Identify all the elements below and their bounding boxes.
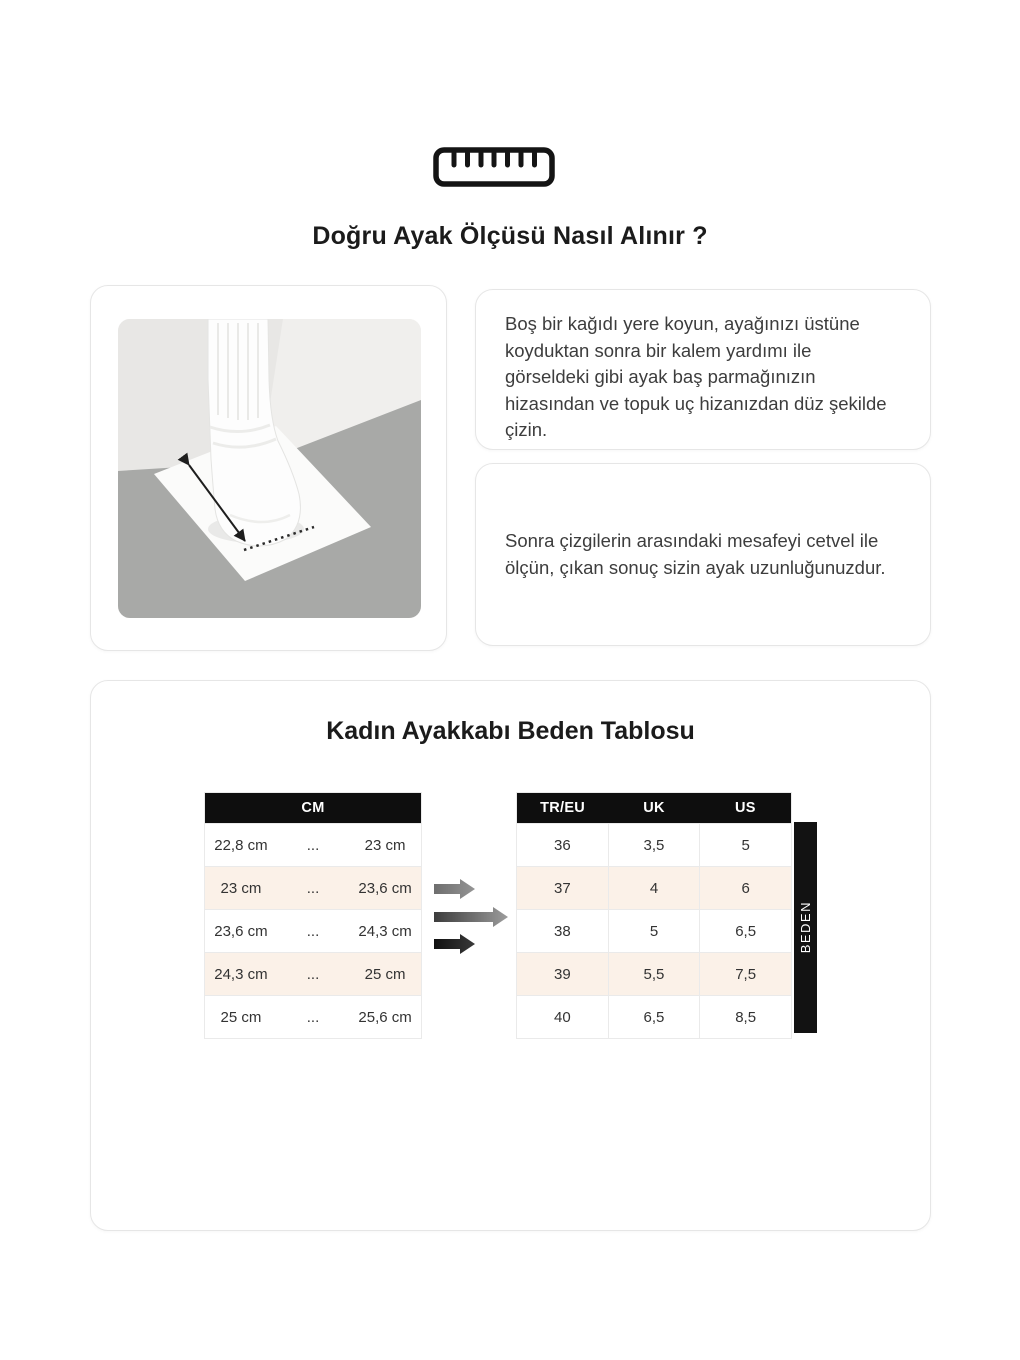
cm-table-row <box>205 953 422 996</box>
ruler-icon <box>433 146 555 188</box>
size-table-title: Kadın Ayakkabı Beden Tablosu <box>326 717 695 745</box>
size-table-card <box>90 680 931 1231</box>
cm-to: 23 cm <box>349 824 421 867</box>
cm-to: 25 cm <box>349 953 421 996</box>
conversion-table-header-row <box>517 793 792 824</box>
cm-separator: ... <box>277 953 349 996</box>
size-uk: 5,5 <box>608 953 700 996</box>
cm-separator: ... <box>277 996 349 1039</box>
cm-separator: ... <box>277 824 349 867</box>
instruction-card-1 <box>475 289 931 450</box>
conversion-table-row <box>517 867 792 910</box>
cm-separator: ... <box>277 867 349 910</box>
cm-from: 22,8 cm <box>205 824 277 867</box>
size-us: 6 <box>700 867 792 910</box>
cm-table-row <box>205 824 422 867</box>
cm-from: 25 cm <box>205 996 277 1039</box>
beden-side-strip <box>794 822 817 1033</box>
conversion-table-row <box>517 824 792 867</box>
cm-from: 23 cm <box>205 867 277 910</box>
size-uk: 4 <box>608 867 700 910</box>
size-us: 8,5 <box>700 996 792 1039</box>
cm-separator: ... <box>277 910 349 953</box>
size-treu: 36 <box>517 824 609 867</box>
size-uk: 6,5 <box>608 996 700 1039</box>
cm-table <box>204 792 422 1039</box>
foot-measurement-photo <box>118 319 421 618</box>
page-title: Doğru Ayak Ölçüsü Nasıl Alınır ? <box>312 222 708 250</box>
instruction-step-2: Sonra çizgilerin arasındaki mesafeyi cetvel ile ölçün, çıkan sonuç sizin ayak uzunluğunuzdur. <box>505 530 886 578</box>
size-treu: 39 <box>517 953 609 996</box>
cm-to: 23,6 cm <box>349 867 421 910</box>
photo-card <box>90 285 447 651</box>
size-uk: 5 <box>608 910 700 953</box>
beden-side-label: BEDEN <box>798 901 813 954</box>
size-treu: 38 <box>517 910 609 953</box>
conversion-table-row <box>517 996 792 1039</box>
cm-to: 25,6 cm <box>349 996 421 1039</box>
cm-from: 24,3 cm <box>205 953 277 996</box>
cm-table-row <box>205 996 422 1039</box>
conversion-header-uk: UK <box>608 793 700 824</box>
size-treu: 37 <box>517 867 609 910</box>
conversion-table <box>516 792 792 1039</box>
cm-table-row <box>205 867 422 910</box>
conversion-header-treu: TR/EU <box>517 793 609 824</box>
size-uk: 3,5 <box>608 824 700 867</box>
conversion-arrows-icon <box>431 869 511 957</box>
size-treu: 40 <box>517 996 609 1039</box>
conversion-table-row <box>517 953 792 996</box>
conversion-header-us: US <box>700 793 792 824</box>
conversion-table-row <box>517 910 792 953</box>
cm-table-header: CM <box>205 793 422 824</box>
instruction-card-2 <box>475 463 931 646</box>
cm-from: 23,6 cm <box>205 910 277 953</box>
cm-to: 24,3 cm <box>349 910 421 953</box>
cm-table-row <box>205 910 422 953</box>
instruction-step-1: Boş bir kağıdı yere koyun, ayağınızı üstüne koyduktan sonra bir kalem yardımı ile görseldeki gibi ayak baş parmağınızın hizasından ve topuk uç hizanızdan düz şekilde çizin. <box>505 313 887 440</box>
size-us: 6,5 <box>700 910 792 953</box>
size-us: 5 <box>700 824 792 867</box>
size-us: 7,5 <box>700 953 792 996</box>
